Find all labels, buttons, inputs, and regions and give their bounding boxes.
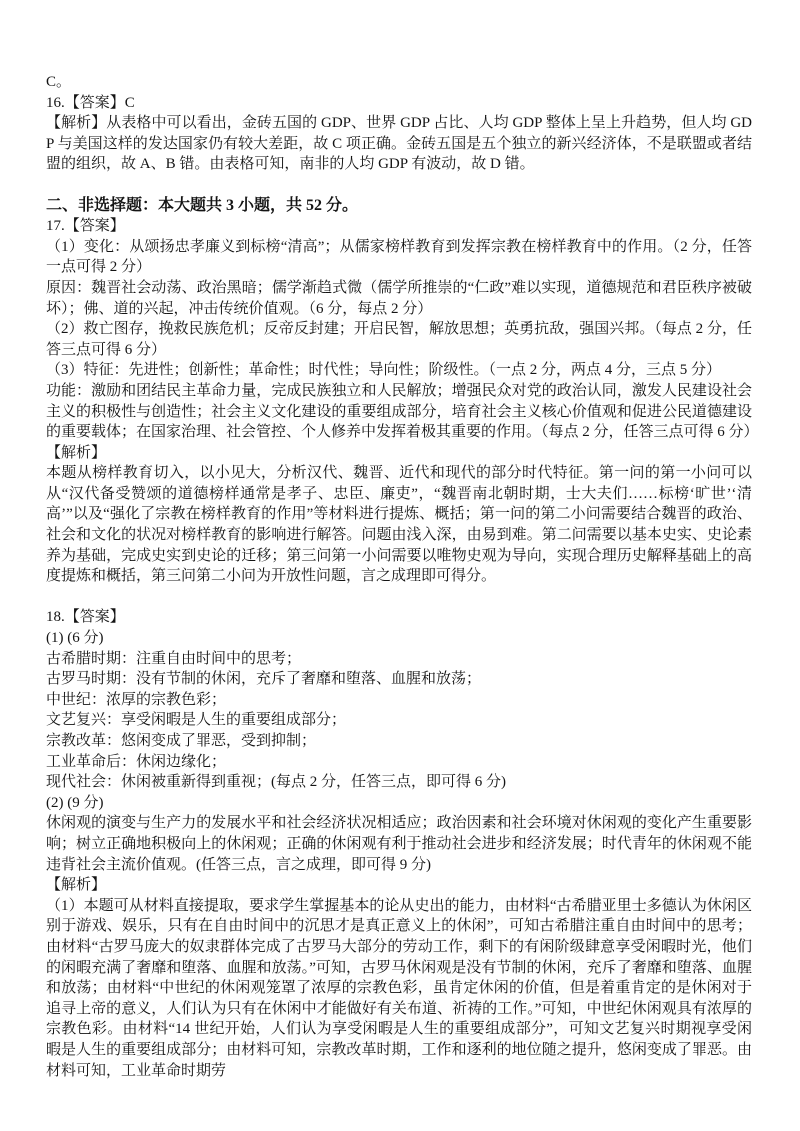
q17-part3-functions: 功能：激励和团结民主革命力量，完成民族独立和人民解放；增强民众对党的政治认同，激发人民建设社会主义的积极性与创造性；社会主义文化建设的重要组成部分，培育社会主义核心价值观和促进公民道德建设的重要载体；在国家治理、社会管控、个人修养中发挥着极其重要的作用。（每点 2 分，任答三点可得 6 分） xyxy=(46,382,759,441)
q18-part1-item-greece: 古希腊时期：注重自由时间中的思考； xyxy=(46,650,302,667)
q18-part1-item-medieval: 中世纪：浓厚的宗教色彩； xyxy=(46,691,227,708)
q18-part1-item-industrial: 工业革命后：休闲边缘化； xyxy=(46,753,227,770)
q18-part1-item-modern: 现代社会：休闲被重新得到重视；(每点 2 分，任答三点，即可得 6 分) xyxy=(46,774,506,791)
section-2-heading: 二、非选择题：本大题共 3 小题，共 52 分。 xyxy=(46,196,359,214)
q16-answer: 16.【答案】C xyxy=(46,94,135,111)
q18-answer-label: 18.【答案】 xyxy=(46,609,125,626)
q17-answer-label: 17.【答案】 xyxy=(46,218,125,235)
q18-part1-item-reformation: 宗教改革：悠闲变成了罪恶，受到抑制； xyxy=(46,733,317,749)
q17-part3-features: （3）特征：先进性；创新性；革命性；时代性；导向性；阶级性。（一点 2 分，两点 4 分，三点 5 分） xyxy=(46,362,722,379)
q17-analysis: 本题从榜样教育切入，以小见大，分析汉代、魏晋、近代和现代的部分时代特征。第一问的第一小问可以从“汉代备受赞颂的道德榜样通常是孝子、忠臣、廉吏”，“魏晋南北朝时期，士大夫们……标榜‘旷世’‘清高’”以及“强化了宗教在榜样教育的作用”等材料进行提炼、概括；第一问的第二小问需要结合魏晋的政治、社会和文化的状况对榜样教育的影响进行解答。问题由浅入深，由易到难。第二问需要以基本史实、史论素养为基础，完成史实到史论的迁移；第三问第一小问需要以唯物史观为导向，实现合理历史解释基础上的高度提炼和概括，第三问第二小问为开放性问题，言之成理即可得分。 xyxy=(46,465,752,585)
q17-part2: （2）救亡图存，挽救民族危机；反帝反封建；开启民智，解放思想；英勇抗敌，强国兴邦。（每点 2 分，任答三点可得 6 分） xyxy=(46,321,752,358)
q18-analysis-label: 【解析】 xyxy=(46,877,107,894)
q15-answer-tail: C。 xyxy=(46,74,72,90)
q16-analysis: 【解析】从表格中可以看出，金砖五国的 GDP、世界 GDP 占比、人均 GDP 整体上呈上升趋势，但人均 GDP 与美国这样的发达国家仍有较大差距，故 C 项正确。金砖五国是五个独立的新兴经济体，不是联盟或者结盟的组织，故 A、B 错。由表格可知，南非的人均 GDP 有波动，故 D 错。 xyxy=(46,115,752,173)
q18-part1-item-rome: 古罗马时期：没有节制的休闲，充斥了奢靡和堕落、血腥和放荡； xyxy=(46,671,482,688)
q18-analysis-part1: （1）本题可从材料直接提取，要求学生掌握基本的论从史出的能力，由材料“古希腊亚里士多德认为休闲区别于游戏、娱乐，只有在自由时间中的沉思才是真正意义上的休闲”，可知古希腊注重自由时间中的思考；由材料“古罗马庞大的奴隶群体完成了古罗马大部分的劳动工作，剩下的有闲阶级肆意享受闲暇时光，他们的闲暇充满了奢靡和堕落、血腥和放荡。”可知，古罗马休闲观是没有节制的休闲，充斥了奢靡和堕落、血腥和放荡；由材料“中世纪的休闲观笼罩了浓厚的宗教色彩，虽肯定休闲的价值，但是着重肯定的是休闲对于追寻上帝的意义，人们认为只有在休闲中才能做好有关布道、祈祷的工作。”可知，中世纪休闲观具有浓厚的宗教色彩。由材料“14 世纪开始，人们认为享受闲暇是人生的重要组成部分”，可知文艺复兴时期视享受闲暇是人生的重要组成部分；由材料可知，宗教改革时期，工作和逐利的地位随之提升，悠闲变成了罪恶。由材料可知，工业革命时期劳 xyxy=(46,897,752,1079)
q17-part1-change: （1）变化：从颂扬忠孝廉义到标榜“清高”；从儒家榜样教育到发挥宗教在榜样教育中的作用。（2 分，任答一点可得 2 分） xyxy=(46,238,752,276)
q17-analysis-label: 【解析】 xyxy=(46,444,107,461)
q18-part2-score: (2) (9 分) xyxy=(46,794,104,811)
q18-part1-score: (1) (6 分) xyxy=(46,630,104,647)
q18-part2: 休闲观的演变与生产力的发展水平和社会经济状况相适应；政治因素和社会环境对休闲观的变化产生重要影响；树立正确地积极向上的休闲观；正确的休闲观有利于推动社会进步和经济发展；时代青年的休闲观不能违背社会主流价值观。(任答三点，言之成理，即可得 9 分) xyxy=(46,815,752,873)
q18-part1-item-renaissance: 文艺复兴：享受闲暇是人生的重要组成部分； xyxy=(46,712,347,729)
q17-part1-reason: 原因：魏晋社会动荡、政治黑暗；儒学渐趋式微（儒学所推崇的“仁政”难以实现，道德规范和君臣秩序被破坏）；佛、道的兴起，冲击传统价值观。（6 分，每点 2 分） xyxy=(46,279,752,317)
